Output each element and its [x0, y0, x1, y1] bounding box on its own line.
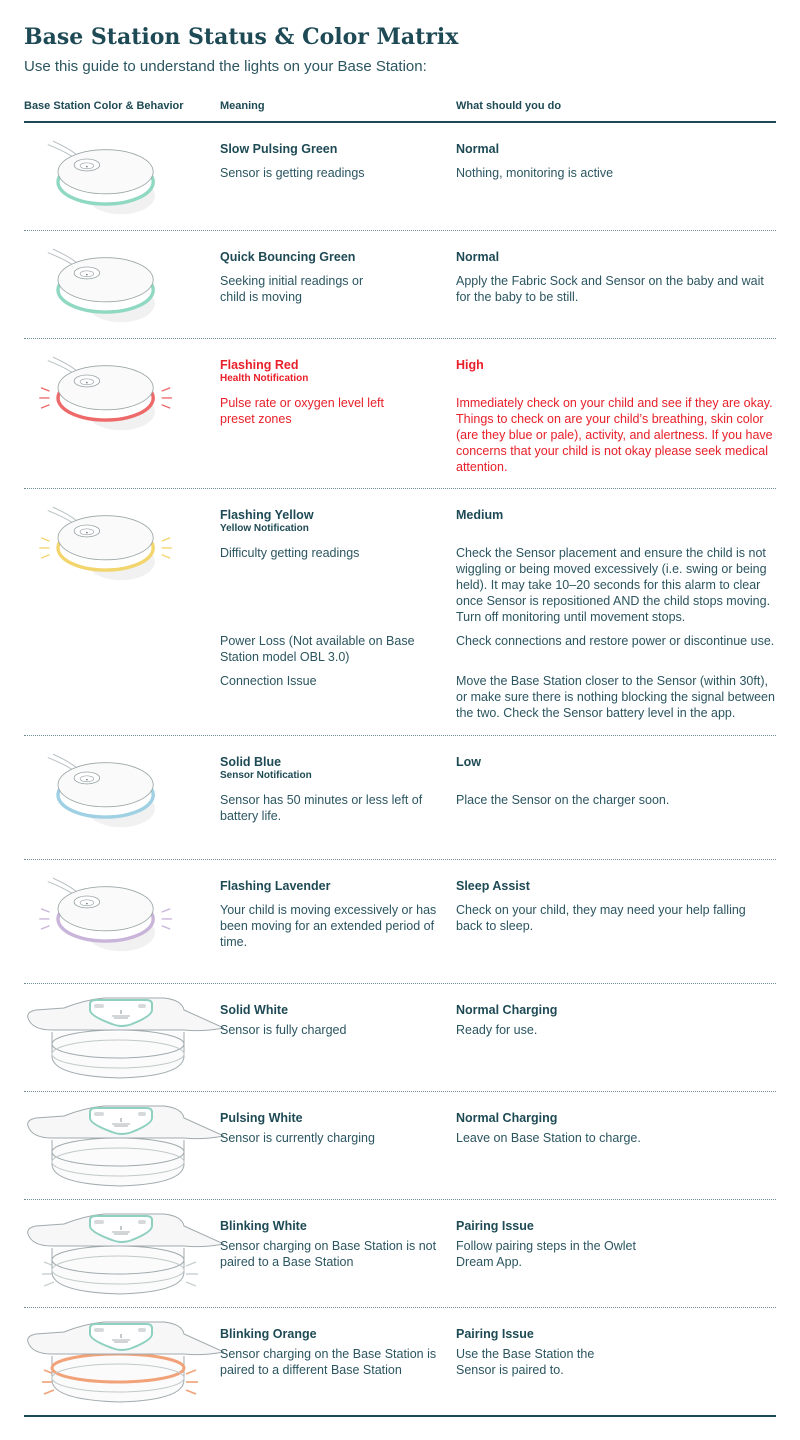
base-station-green-icon	[24, 231, 194, 337]
status-meaning: Sensor has 50 minutes or less left of battery life.	[220, 793, 423, 823]
status-action: Place the Sensor on the charger soon.	[456, 793, 670, 807]
notification-label: Yellow Notification	[220, 523, 309, 534]
status-level: Normal Charging	[456, 1003, 558, 1017]
status-level: Pairing Issue	[456, 1219, 534, 1233]
column-header-color: Base Station Color & Behavior	[24, 100, 184, 112]
base-station-red-icon	[24, 339, 194, 445]
table-row	[24, 1308, 776, 1414]
status-name: Solid Blue	[220, 755, 282, 769]
page-subtitle: Use this guide to understand the lights on your Base Station:	[24, 58, 427, 75]
status-action: Follow pairing steps in the Owlet Dream App.	[456, 1239, 636, 1269]
table-row	[24, 339, 776, 489]
column-header-meaning: Meaning	[220, 100, 265, 112]
status-meaning-connection: Connection Issue	[220, 674, 317, 688]
table-row	[24, 123, 776, 231]
status-level: Normal Charging	[456, 1111, 558, 1125]
status-meaning-power-loss: Power Loss (Not available on Base Station model OBL 3.0)	[220, 634, 415, 664]
table-row	[24, 1092, 776, 1200]
sensor-on-charger-icon	[24, 1092, 224, 1198]
status-meaning: Sensor is fully charged	[220, 1023, 347, 1037]
status-meaning: Seeking initial readings or child is moving	[220, 274, 364, 304]
status-level: Low	[456, 755, 481, 769]
status-name: Flashing Red	[220, 358, 299, 372]
status-action: Check on your child, they may need your help falling back to sleep.	[456, 903, 746, 933]
status-meaning: Sensor charging on Base Station is not paired to a Base Station	[220, 1239, 437, 1269]
status-name: Pulsing White	[220, 1111, 303, 1125]
sensor-on-charger-blinking-icon	[24, 1200, 224, 1306]
notification-label: Health Notification	[220, 373, 309, 384]
status-action: Ready for use.	[456, 1023, 538, 1037]
status-meaning: Difficulty getting readings	[220, 546, 360, 560]
base-station-green-icon	[24, 123, 194, 229]
status-action-connection: Move the Base Station closer to the Sensor (within 30ft), or make sure there is nothing blocking the signal between the two. Check the Sensor battery level in the app.	[456, 674, 775, 720]
table-row	[24, 1200, 776, 1308]
table-row	[24, 231, 776, 339]
status-name: Slow Pulsing Green	[220, 142, 338, 156]
status-action: Use the Base Station the Sensor is paired to.	[456, 1347, 595, 1377]
status-level: High	[456, 358, 484, 372]
sensor-on-charger-icon	[24, 984, 224, 1090]
status-meaning: Sensor charging on the Base Station is paired to a different Base Station	[220, 1347, 437, 1377]
status-meaning: Pulse rate or oxygen level left preset zones	[220, 396, 384, 426]
status-level: Medium	[456, 508, 504, 522]
base-station-blue-icon	[24, 736, 194, 842]
status-meaning: Sensor is getting readings	[220, 166, 365, 180]
status-level: Normal	[456, 250, 500, 264]
table-row	[24, 860, 776, 984]
table-row	[24, 736, 776, 860]
status-level: Sleep Assist	[456, 879, 530, 893]
base-station-yellow-icon	[24, 489, 194, 595]
status-meaning: Sensor is currently charging	[220, 1131, 375, 1145]
status-name: Flashing Lavender	[220, 879, 331, 893]
status-action: Apply the Fabric Sock and Sensor on the baby and wait for the baby to be still.	[456, 274, 764, 304]
status-action: Nothing, monitoring is active	[456, 166, 614, 180]
status-name: Quick Bouncing Green	[220, 250, 356, 264]
status-name: Solid White	[220, 1003, 289, 1017]
status-name: Flashing Yellow	[220, 508, 314, 522]
status-action: Check the Sensor placement and ensure the child is not wiggling or being moved excessively (i.e. swing or being held). It may take 10–20 seconds for this alarm to clear once Sensor is repositioned AND the child stops moving. Turn off monitoring until movement stops.	[456, 546, 771, 624]
status-meaning: Your child is moving excessively or has been moving for an extended period of time.	[220, 903, 437, 949]
page-title: Base Station Status & Color Matrix	[24, 24, 459, 50]
status-action: Leave on Base Station to charge.	[456, 1131, 641, 1145]
notification-label: Sensor Notification	[220, 770, 312, 781]
sensor-on-charger-orange-icon	[24, 1308, 224, 1414]
base-station-lavender-icon	[24, 860, 194, 966]
column-header-action: What should you do	[456, 100, 562, 112]
table-row	[24, 984, 776, 1092]
status-action: Immediately check on your child and see if they are okay. Things to check on are your child’s breathing, skin color (are they blue or pale), activity, and alertness. If you have concerns that your child is not okay please seek medical attention.	[456, 396, 773, 474]
table-row	[24, 489, 776, 736]
status-level: Pairing Issue	[456, 1327, 534, 1341]
footer-rule	[24, 1415, 776, 1417]
status-name: Blinking Orange	[220, 1327, 317, 1341]
status-action-power-loss: Check connections and restore power or discontinue use.	[456, 634, 775, 648]
status-level: Normal	[456, 142, 500, 156]
status-name: Blinking White	[220, 1219, 307, 1233]
